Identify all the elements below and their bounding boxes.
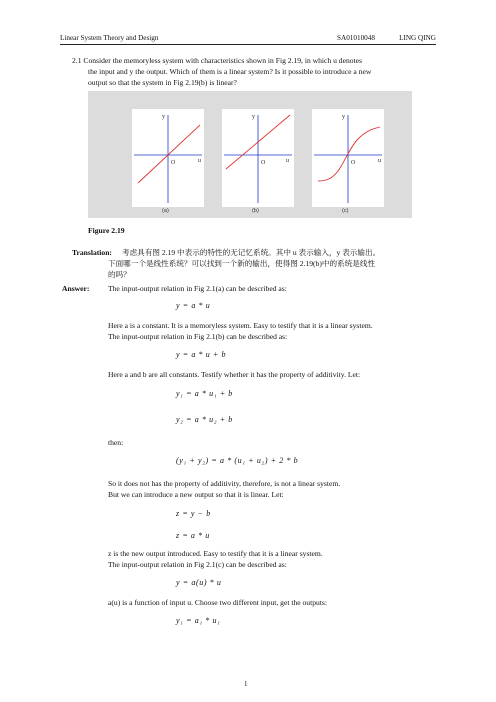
answer-text-6: So it does not has the property of additivity, therefore, is not a linear system.	[108, 479, 341, 488]
equation-5: (y₁ + y₂) = a * (u₁ + u₂) + 2 * b	[176, 456, 299, 465]
answer-text-9: The input-output relation in Fig 2.1(c) can be described as:	[108, 560, 287, 569]
answer-text-10: a(u) is a function of input u. Choose two different input, get the outputs:	[108, 598, 327, 607]
plot-c-y-label: y	[342, 114, 345, 120]
question-line-1: 2.1 Consider the memoryless system with characteristics shown in Fig 2.19, in which u denotes	[72, 56, 362, 65]
figure-panel-group	[88, 91, 412, 218]
question-line-2: the input and y the output. Which of them is a linear system? Is it possible to introduce a new	[88, 67, 372, 76]
answer-text-7: But we can introduce a new output so that it is linear. Let:	[108, 490, 284, 499]
figure-caption: Figure 2.19	[88, 226, 125, 235]
plot-b-x-label: u	[286, 158, 289, 164]
page-number: 1	[244, 680, 248, 688]
plot-c	[312, 109, 384, 207]
equation-2: y = a * u + b	[176, 350, 227, 359]
answer-text-2: Here a is a constant. It is a memoryless system. Easy to testify that it is a linear system.	[108, 321, 373, 330]
plot-b-origin-label: O	[261, 160, 266, 166]
plot-c-curve	[318, 127, 380, 181]
plot-a-graph	[132, 109, 204, 207]
plot-a-x-label: u	[198, 158, 201, 164]
page-header	[60, 34, 436, 45]
plot-a-line	[138, 125, 200, 183]
translation-line-3: 的吗？	[108, 270, 131, 279]
translation-label: Translation:	[72, 248, 112, 257]
answer-text-5: then:	[108, 438, 124, 447]
equation-6: z = y − b	[176, 509, 211, 518]
translation-line-1: 考虑具有图 2.19 中表示的特性的无记忆系统。其中 u 表示输入，y 表示输出。	[122, 248, 381, 257]
translation-line-2: 下面哪一个是线性系统？可以找到一个新的输出，使得图 2.19(b)中的系统是线性	[108, 259, 376, 268]
plot-c-x-label: u	[378, 158, 381, 164]
plot-b-graph	[222, 109, 294, 207]
equation-1: y = a * u	[176, 301, 211, 310]
equation-8: y = a(u) * u	[176, 578, 222, 587]
plot-b-caption: (b)	[252, 208, 259, 214]
equation-4: y₂ = a * u₂ + b	[176, 415, 233, 424]
plot-c-graph	[312, 109, 384, 207]
answer-text-3: The input-output relation in Fig 2.1(b) can be described as:	[108, 332, 288, 341]
plot-b	[222, 109, 294, 207]
plot-b-y-label: y	[252, 114, 255, 120]
answer-text-4: Here a and b are all constants. Testify whether it has the property of additivity. Let:	[108, 370, 361, 379]
equation-7: z = a * u	[176, 531, 210, 540]
plot-a	[132, 109, 204, 207]
header-student-id: SA01010048	[337, 34, 375, 42]
plot-a-y-label: y	[162, 114, 165, 120]
header-course-title: Linear System Theory and Design	[60, 34, 159, 42]
answer-text-8: z is the new output introduced. Easy to testify that it is a linear system.	[108, 549, 323, 558]
equation-3: y₁ = a * u₁ + b	[176, 389, 233, 398]
header-author-name: LING QING	[399, 34, 436, 42]
plot-a-caption: (a)	[162, 208, 169, 214]
plot-c-origin-label: O	[351, 160, 356, 166]
answer-label: Answer:	[62, 284, 90, 293]
plot-a-origin-label: O	[171, 160, 176, 166]
equation-9: y₁ = a₁ * u₁	[176, 616, 221, 625]
answer-intro: The input-output relation in Fig 2.1(a) can be described as:	[108, 284, 287, 293]
plot-c-caption: (c)	[342, 208, 349, 214]
question-line-3: output so that the system in Fig 2.19(b) is linear?	[88, 78, 237, 87]
